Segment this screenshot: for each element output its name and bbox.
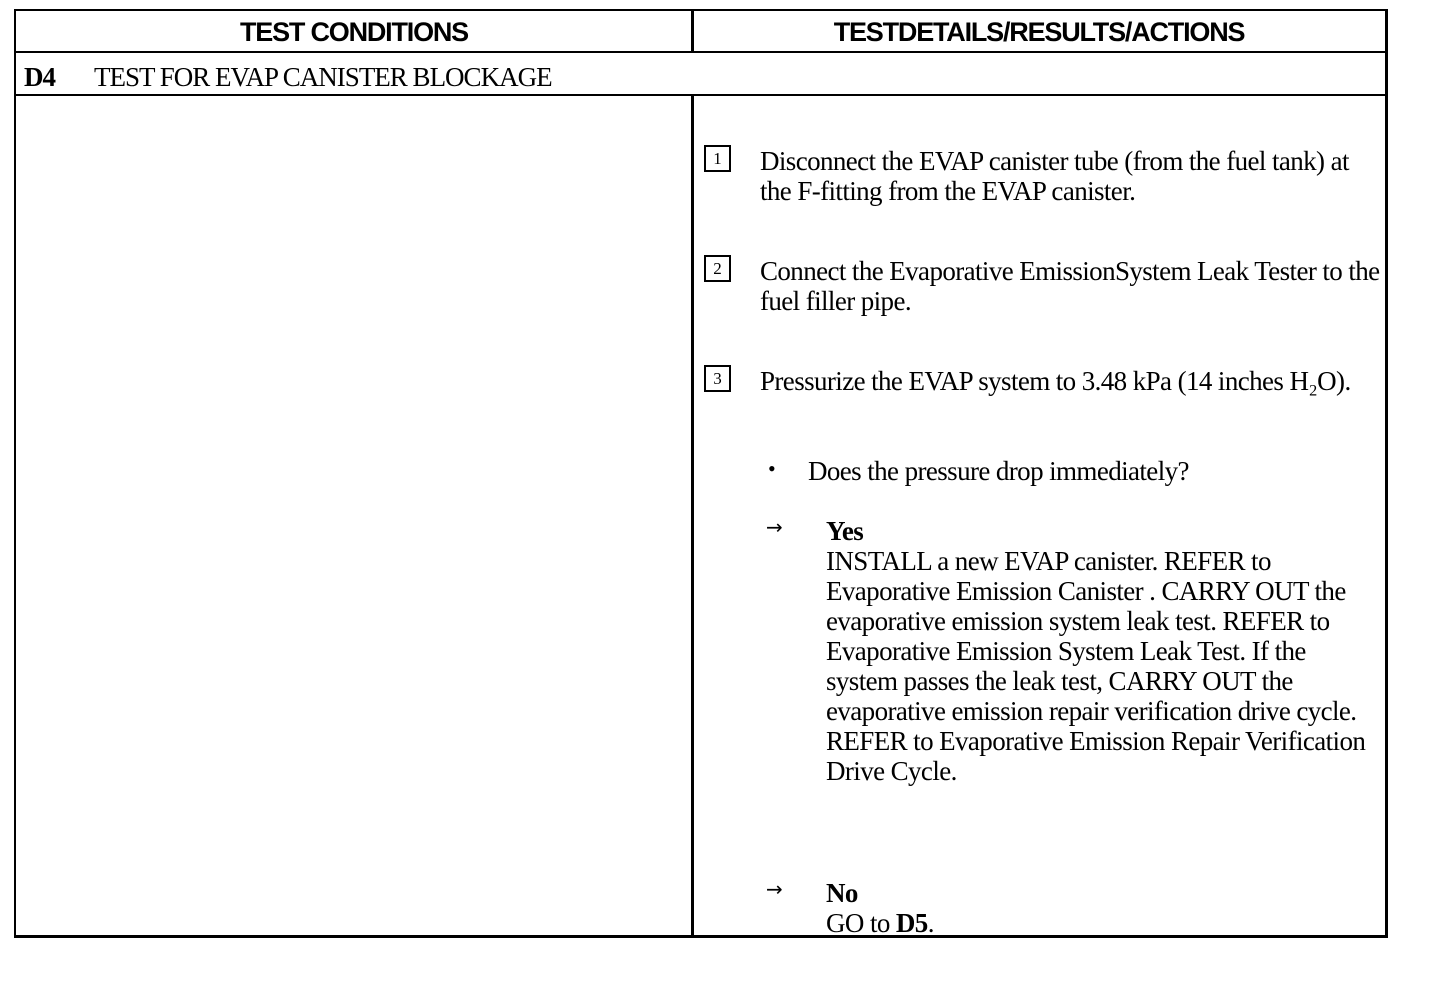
header-test-conditions: TEST CONDITIONS [239, 16, 468, 47]
answer-no-target: D5 [895, 908, 928, 938]
answer-yes-text: INSTALL a new EVAP canister. REFER to Evaporative Emission Canister . CARRY OUT the evaporative emission system leak test. REFER to Evaporative Emission System Leak Test. If the system passes the leak test, CARRY OUT the evaporative emission repair verification drive cycle. REFER to Evaporative Emission Repair Verification Drive Cycle. [826, 546, 1366, 786]
section-title: TEST FOR EVAP CANISTER BLOCKAGE [94, 62, 552, 92]
column-divider [691, 96, 694, 938]
question-text: Does the pressure drop immediately? [808, 456, 1189, 486]
header-rule [16, 51, 1385, 53]
step-1-text: Disconnect the EVAP canister tube (from the fuel tank) at the F-fitting from the EVAP canister. [760, 146, 1349, 206]
section-heading [24, 62, 552, 93]
arrow-right-icon: → [766, 515, 783, 539]
header-divider [691, 11, 694, 52]
answer-yes-label: Yes [826, 516, 864, 546]
answer-no-suffix: . [927, 908, 934, 938]
step-3-text: Pressurize the EVAP system to 3.48 kPa (14 inches H₂O). [760, 366, 1351, 396]
header-test-details: TESTDETAILS/RESULTS/ACTIONS [833, 16, 1245, 47]
answer-no-text [826, 908, 1381, 938]
answer-no-prefix: GO to [826, 908, 896, 938]
step-1-number-box: 1 [704, 145, 731, 172]
section-code: D4 [24, 62, 55, 92]
section-rule [16, 94, 1385, 96]
step-3-number-box: 3 [704, 365, 731, 392]
bullet-icon: • [768, 456, 776, 481]
step-2-text: Connect the Evaporative EmissionSystem Leak Tester to the fuel filler pipe. [760, 256, 1380, 316]
answer-yes [826, 516, 1381, 786]
arrow-right-icon: → [766, 877, 783, 901]
answer-no [826, 878, 1381, 938]
answer-no-label: No [826, 878, 858, 908]
step-2-number-box: 2 [704, 255, 731, 282]
